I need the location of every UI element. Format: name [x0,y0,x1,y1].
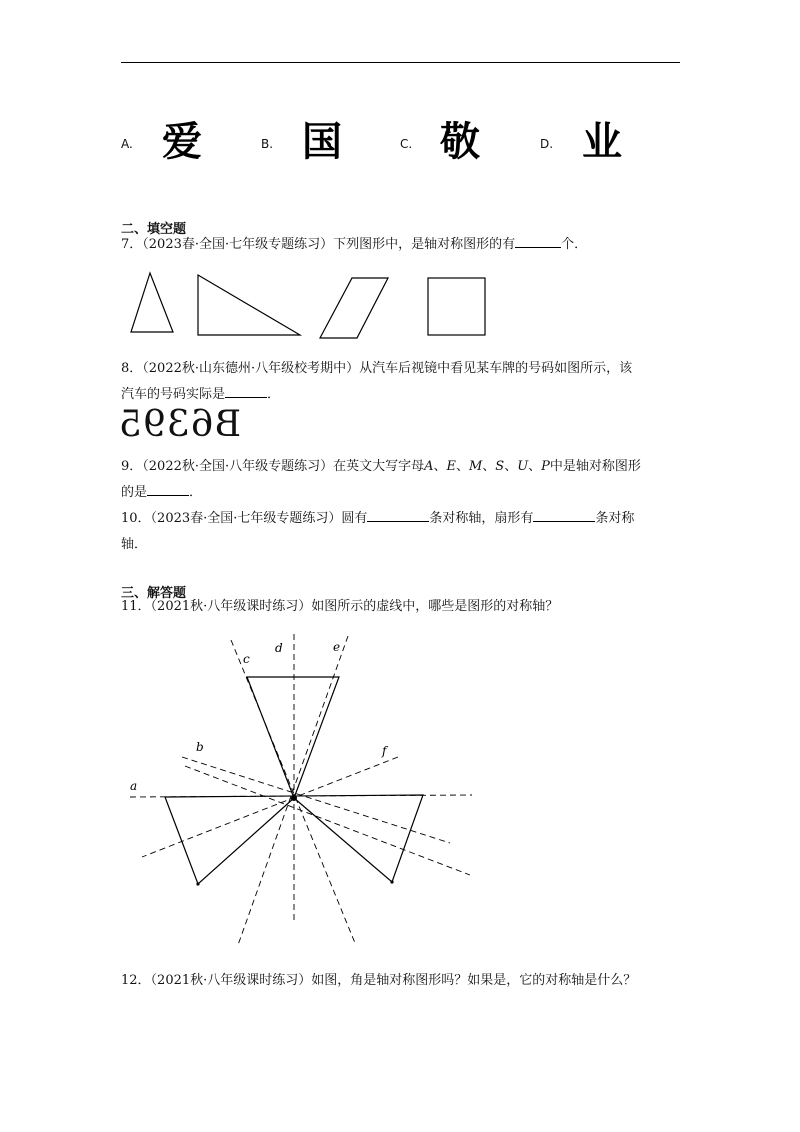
question-8-line-1: 8．（2022秋·山东德州·八年级校考期中）从汽车后视镜中看见某车牌的号码如图所示，该 [121,361,633,376]
center-point [291,795,297,801]
figure-top-triangle [247,677,339,798]
option-c-char: 敬 [440,119,480,165]
answer-blank [147,484,189,496]
option-a-char: 爱 [162,119,202,165]
answer-blank [225,386,267,398]
axis-line-f [142,757,398,857]
q7-shapes-figure [120,265,500,345]
answer-blank [515,236,561,248]
question-10-line-2: 轴． [121,537,148,552]
question-7-tail: 个． [561,237,588,252]
option-b-letter: B. [261,137,274,151]
section-title-fill-blank: 二、填空题 [121,222,187,237]
question-8-tail: ． [267,387,281,402]
question-10-text-c: 条对称 [595,511,635,526]
axis-line-a [130,795,472,797]
header-rule [121,62,680,63]
axis-line-b [182,757,450,843]
label-a: a [130,779,138,793]
question-10-text-a: 10．（2023春·全国·七年级专题练习）圆有 [121,511,368,526]
right-triangle-shape [198,275,300,335]
label-e: e [333,640,341,654]
axis-line-extra [185,766,470,875]
question-12-text: 12．（2021秋·八年级课时练习）如图，角是轴对称图形吗？如果是，它的对称轴是什么？ [121,973,637,988]
label-c: c [243,652,250,666]
square-shape [428,278,485,335]
label-f: f [382,744,387,758]
option-d-char: 业 [582,119,622,165]
figure-left-triangle [165,797,294,884]
option-c-letter: C. [400,137,413,151]
question-9-tail: ． [189,485,203,500]
option-a-letter: A. [121,137,133,151]
question-8-text: 汽车的号码实际是 [121,387,226,402]
question-10-text-b: 条对称轴，扇形有 [429,511,534,526]
answer-blank [533,510,595,522]
question-9-line-2 [121,484,202,502]
vertex-point [390,880,393,883]
vertex-point [196,882,199,885]
question-9-line-1: 9．（2022秋·全国·八年级专题练习）在英文大写字母𝐴、𝐸、𝑀、𝑆、𝑈、𝑃中是轴对称图形 [121,459,641,474]
label-b: b [196,740,204,754]
axis-line-c [231,640,355,943]
label-d: d [275,641,283,655]
question-11-text: 11．（2021秋·八年级课时练习）如图所示的虚线中，哪些是图形的对称轴？ [121,599,559,614]
question-8-line-2 [121,386,280,404]
axis-line-e [238,636,348,945]
answer-blank [367,510,429,522]
figure-right-triangle [165,795,423,882]
question-7-text: 7．（2023春·全国·七年级专题练习）下列图形中，是轴对称图形的有 [121,237,516,252]
question-9-text: 的是 [121,485,148,500]
section-title-answer: 三、解答题 [121,586,187,601]
option-d-letter: D. [540,137,554,151]
question-10-line-1 [121,510,634,528]
option-b-char: 国 [302,119,342,165]
parallelogram-shape [320,278,388,338]
question-7 [121,236,587,254]
mirrored-license-plate: B6395 [118,404,242,445]
acute-triangle-shape [131,273,173,332]
